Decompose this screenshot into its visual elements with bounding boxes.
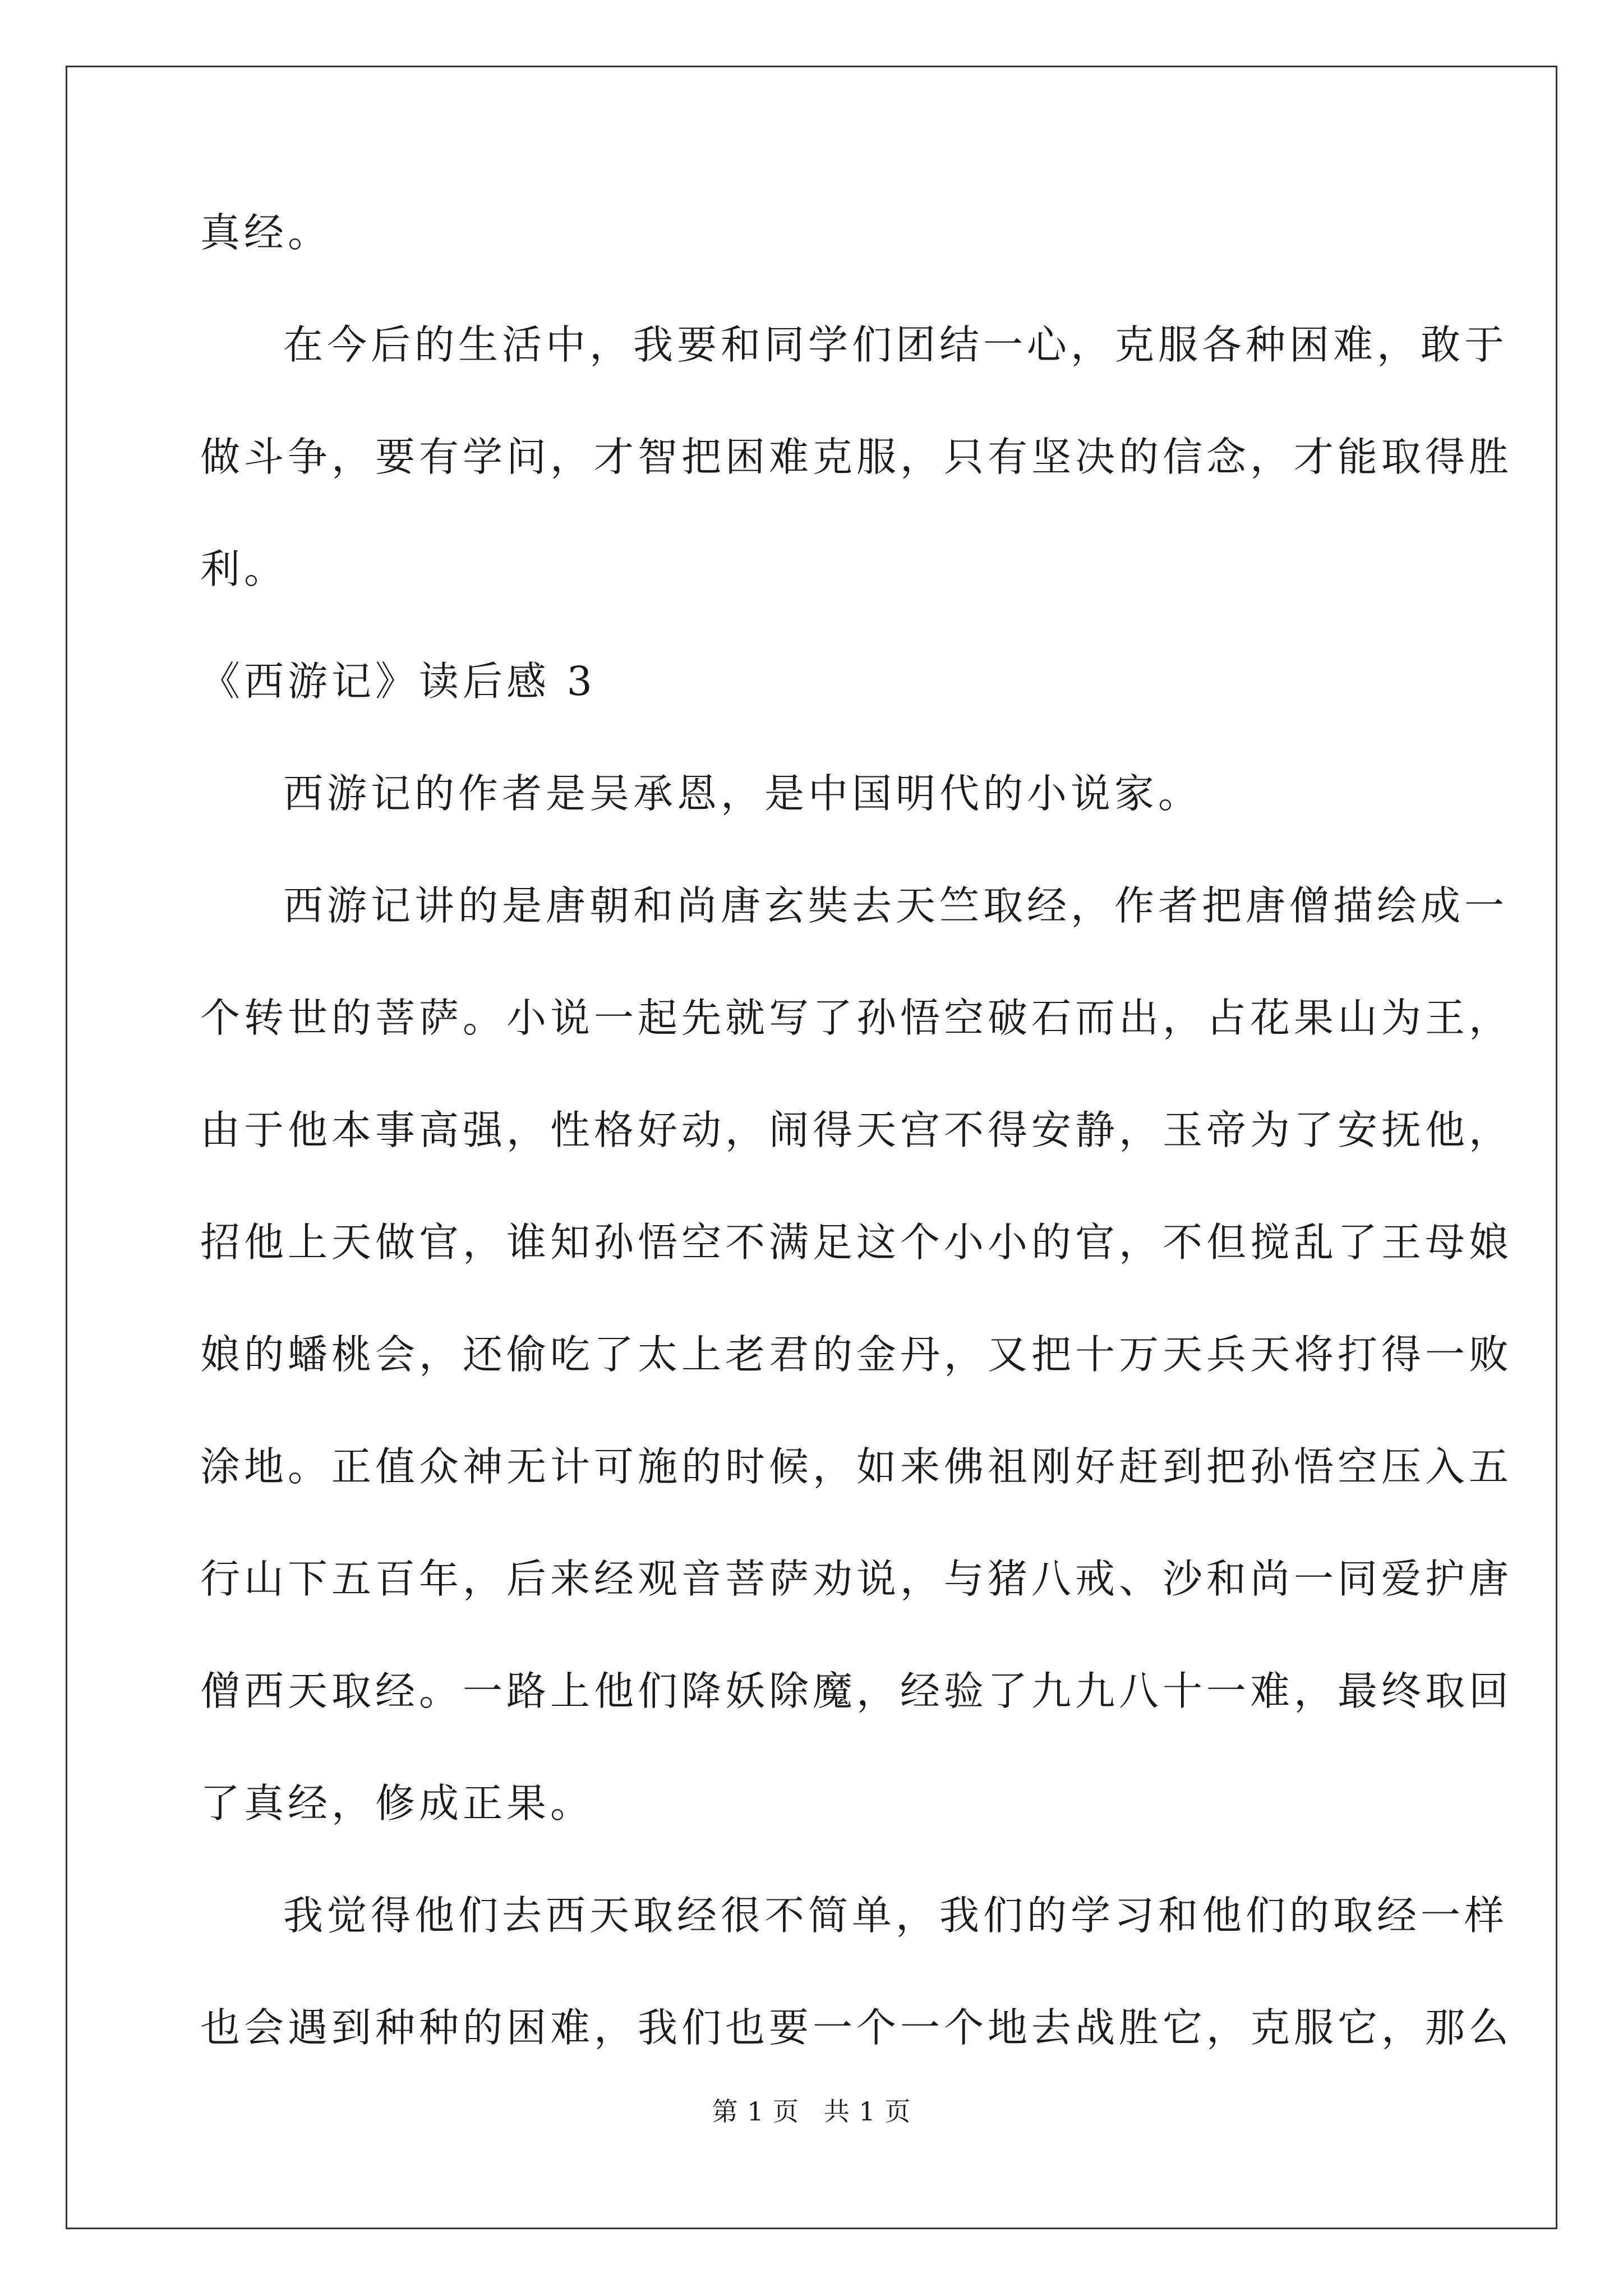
text-line: 西游记讲的是唐朝和尚唐玄奘去天竺取经，作者把唐僧描绘成一 [283, 882, 1509, 929]
page-number: 第 1 页 [712, 2096, 800, 2127]
text-line: 西游记的作者是吴承恩，是中国明代的小说家。 [283, 770, 1202, 817]
text-line: 做斗争，要有学问，才智把困难克服，只有坚决的信念，才能取得胜 [200, 434, 1513, 480]
text-line: 利。 [200, 546, 288, 592]
page-total: 共 1 页 [823, 2096, 911, 2127]
text-line: 涂地。正值众神无计可施的时候，如来佛祖刚好赶到把孙悟空压入五 [200, 1443, 1513, 1490]
text-line: 僧西天取经。一路上他们降妖除魔，经验了九九八十一难，最终取回 [200, 1668, 1513, 1714]
text-line: 了真经，修成正果。 [200, 1780, 594, 1826]
text-line: 招他上天做官，谁知孙悟空不满足这个小小的官，不但搅乱了王母娘 [200, 1219, 1513, 1266]
text-line: 由于他本事高强，性格好动，闹得天宫不得安静，玉帝为了安抚他， [200, 1107, 1513, 1153]
text-line: 我觉得他们去西天取经很不简单，我们的学习和他们的取经一样 [283, 1892, 1509, 1939]
section-heading: 《西游记》读后感 3 [200, 658, 596, 705]
text-line: 在今后的生活中，我要和同学们团结一心，克服各种困难，敢于 [283, 321, 1509, 368]
text-line: 个转世的菩萨。小说一起先就写了孙悟空破石而出，占花果山为王， [200, 995, 1513, 1041]
text-line: 行山下五百年，后来经观音菩萨劝说，与猪八戒、沙和尚一同爱护唐 [200, 1556, 1513, 1602]
text-line: 真经。 [200, 209, 332, 256]
text-line: 娘的蟠桃会，还偷吃了太上老君的金丹，又把十万天兵天将打得一败 [200, 1331, 1513, 1378]
text-line: 也会遇到种种的困难，我们也要一个一个地去战胜它，克服它，那么 [200, 2004, 1513, 2051]
page-footer [0, 2091, 1623, 2128]
